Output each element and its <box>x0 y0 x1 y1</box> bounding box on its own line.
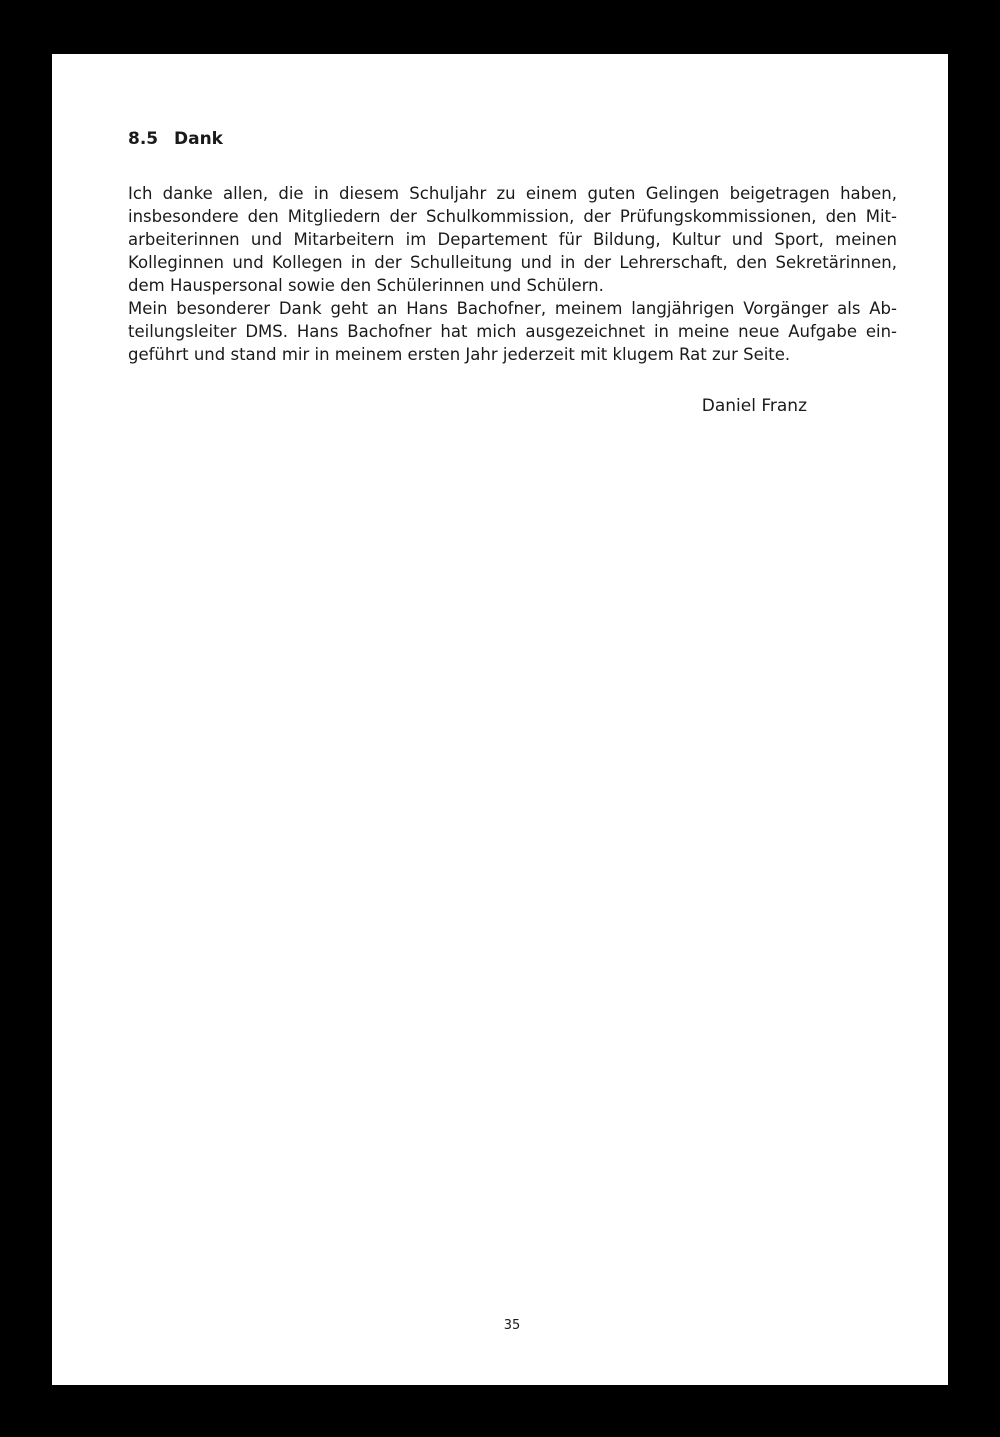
thanks-paragraph: Ich danke allen, die in diesem Schuljahr zu einem guten Gelingen beigetragen haben, insbesondere den Mitgliedern der Schulkommission, der Prüfungskommissionen, den Mitarbeiterinnen und Mitarbeitern im Departement für Bildung, Kultur und Sport, meinen Kolleginnen und Kollegen in der Schulleitung und in der Lehrerschaft, den Sekretärinnen, dem Hauspersonal sowie den Schülerinnen und Schülern. <box>128 184 897 295</box>
signature: Daniel Franz <box>701 396 807 416</box>
page-number: 35 <box>503 1318 521 1333</box>
section-heading <box>128 127 223 151</box>
special-thanks-paragraph: Mein besonderer Dank geht an Hans Bachofner, meinem langjährigen Vorgänger als Abteilungsleiter DMS. Hans Bachofner hat mich ausgezeichnet in meine neue Aufgabe eingeführt und stand mir in meinem ersten Jahr jederzeit mit klugem Rat zur Seite. <box>128 299 897 364</box>
section-number: 8.5 <box>128 129 159 149</box>
document-page <box>52 54 948 1385</box>
section-title: Dank <box>174 129 223 149</box>
